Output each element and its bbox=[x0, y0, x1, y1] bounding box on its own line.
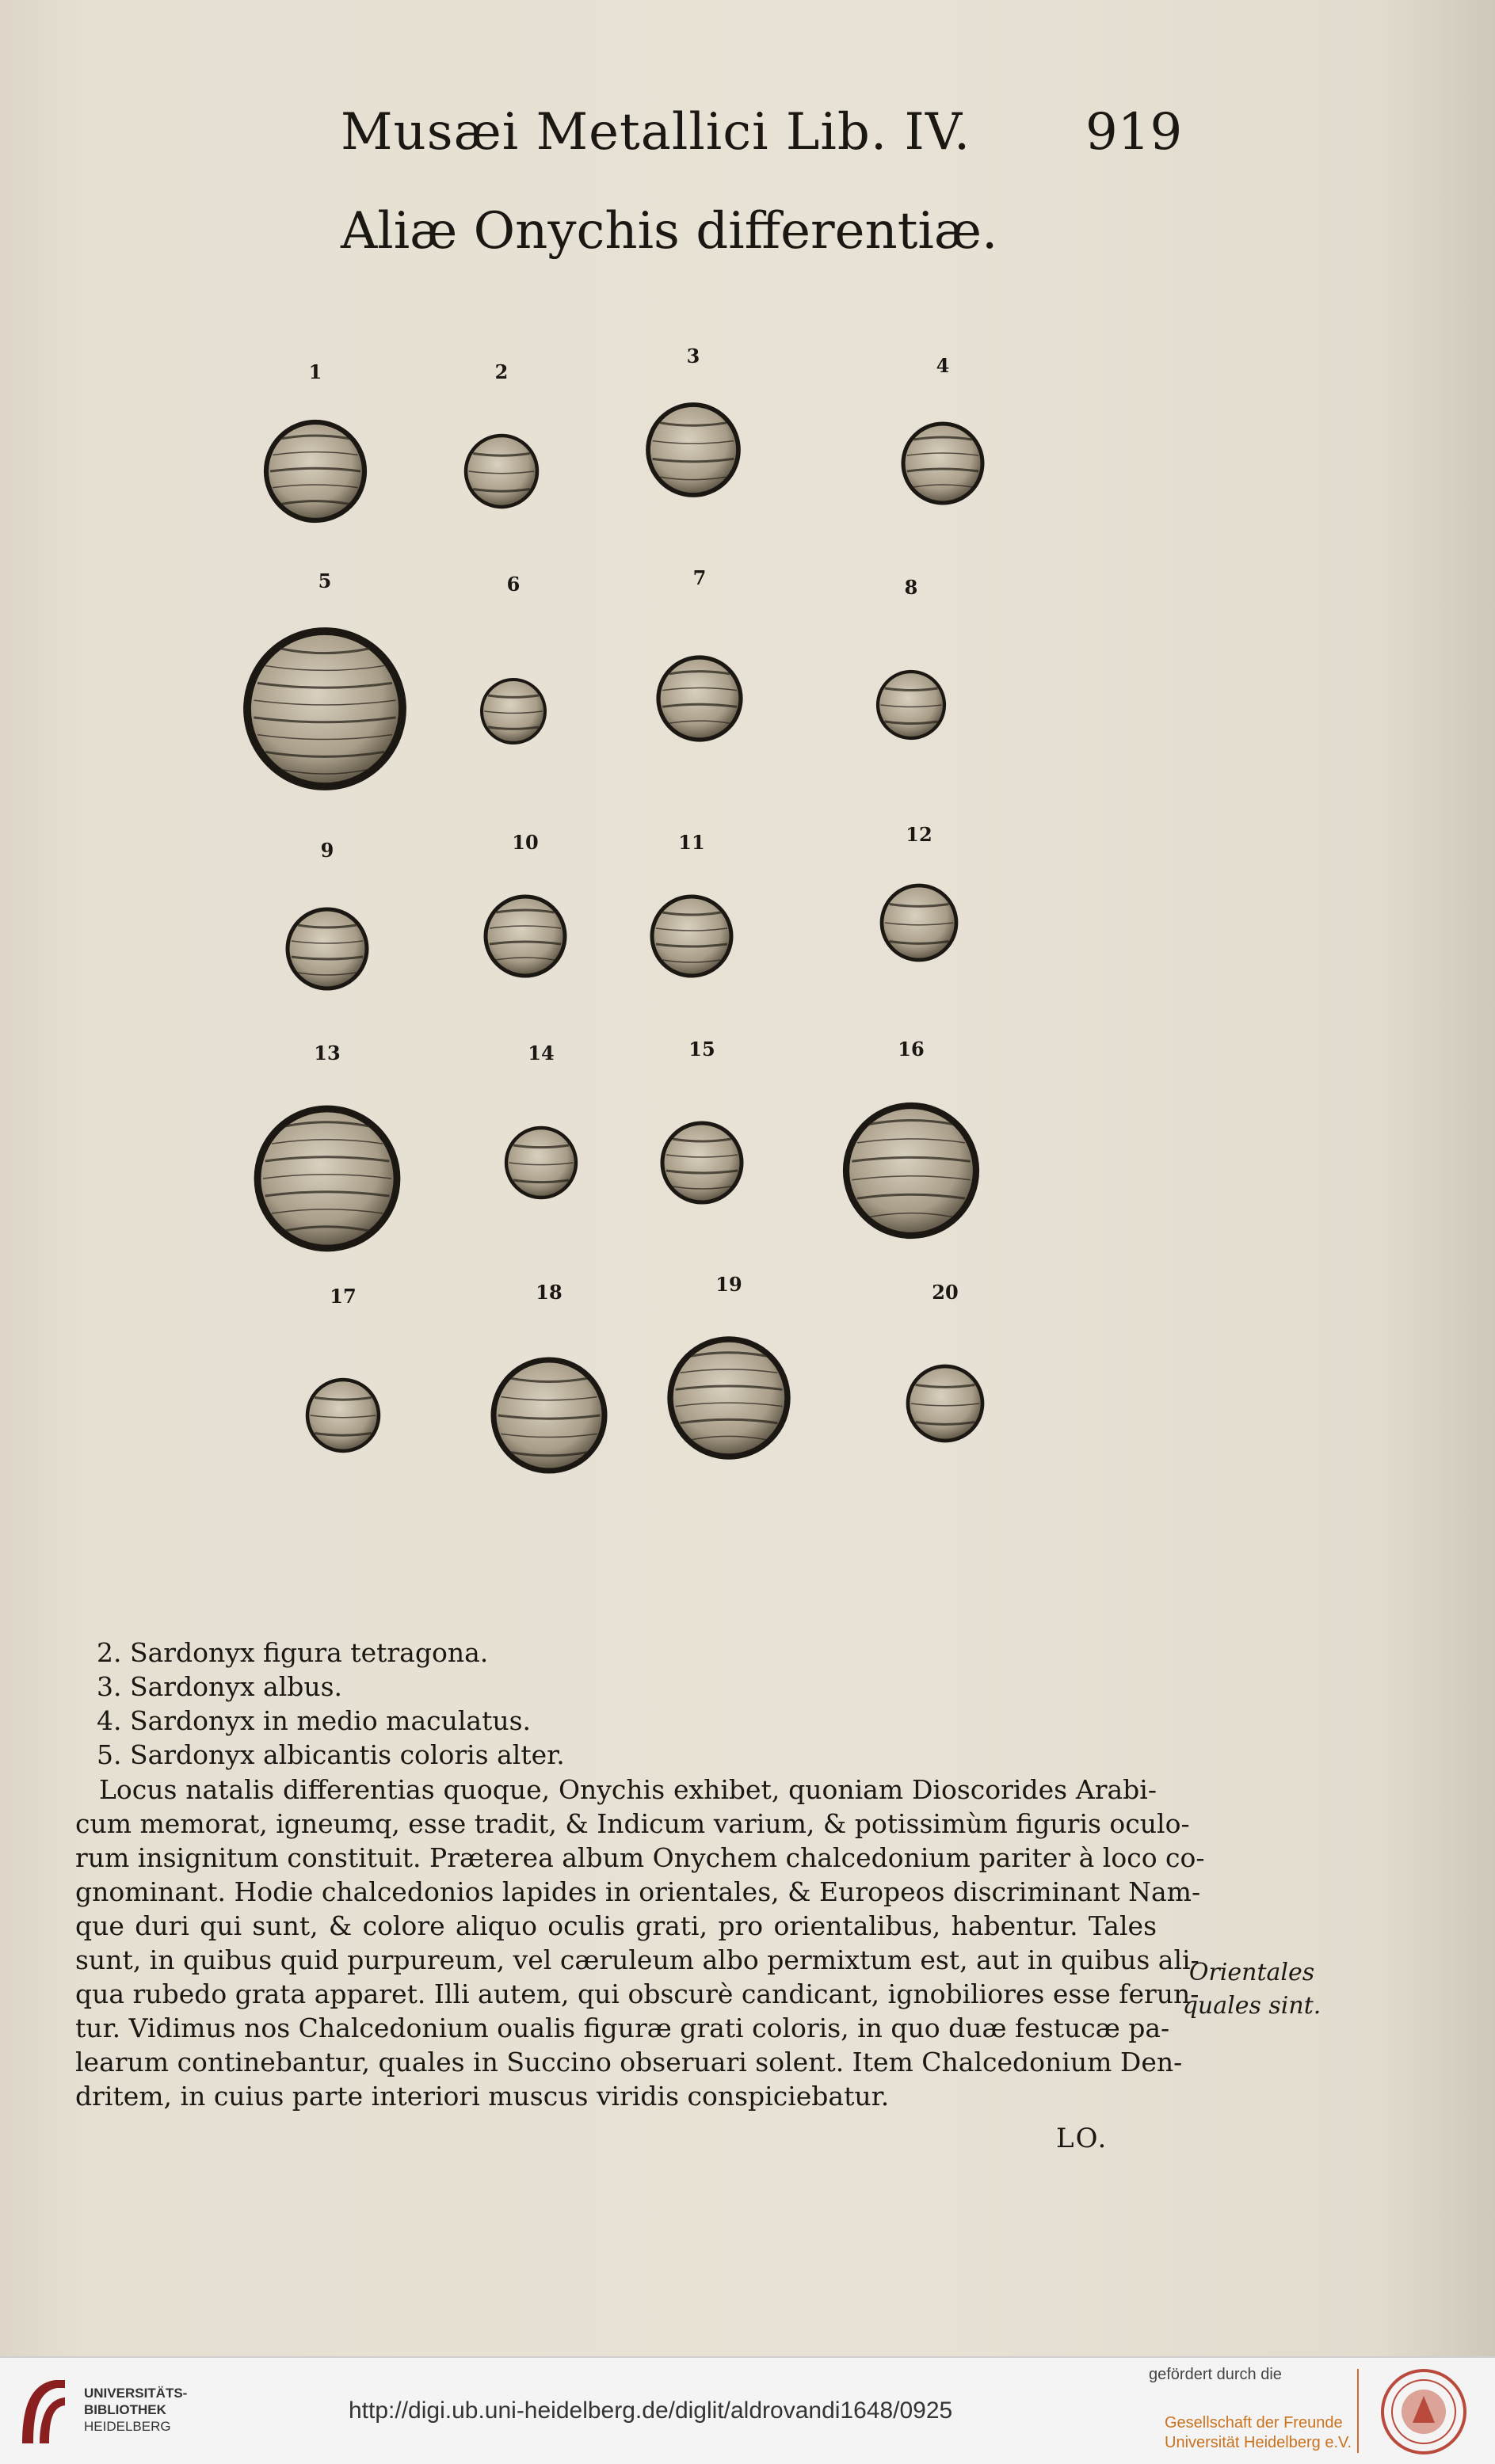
sponsor-name-line: Gesellschaft der Freunde bbox=[1165, 2414, 1343, 2432]
stone-disc bbox=[662, 1123, 742, 1202]
stone-number-label: 8 bbox=[904, 576, 918, 599]
body-line: sunt, in quibus quid purpureum, vel cæruleum albo permixtum est, aut in quibus ali- bbox=[75, 1944, 1199, 1975]
university-library-logo-icon bbox=[16, 2374, 74, 2450]
stone-figure bbox=[878, 576, 944, 738]
stone-disc bbox=[670, 1339, 788, 1457]
stone-figure bbox=[908, 1281, 982, 1441]
stone-number-label: 15 bbox=[688, 1038, 715, 1061]
legend-item-5: 5. Sardonyx albicantis coloris alter. bbox=[97, 1739, 565, 1770]
stone-disc bbox=[288, 909, 367, 988]
sponsor-name-line: Universität Heidelberg e.V. bbox=[1165, 2434, 1352, 2451]
stone-disc bbox=[482, 680, 545, 743]
stone-figure bbox=[648, 345, 738, 495]
stone-number-label: 6 bbox=[506, 573, 521, 596]
stone-figure bbox=[652, 831, 731, 976]
body-line: qua rubedo grata apparet. Illi autem, qui obscurè candicant, ignobiliores esse ferun- bbox=[75, 1978, 1199, 2009]
stone-figure bbox=[670, 1273, 788, 1457]
body-line: que duri qui sunt, & colore aliquo oculis grati, pro orientalibus, habentur. Tales bbox=[75, 1910, 1157, 1941]
stone-number-label: 4 bbox=[936, 354, 950, 377]
footer-divider bbox=[1357, 2369, 1359, 2453]
stone-number-label: 14 bbox=[528, 1042, 555, 1064]
stone-number-label: 11 bbox=[678, 831, 705, 854]
stone-disc bbox=[652, 897, 731, 976]
body-line: rum insignitum constituit. Præterea album Onychem chalcedonium pariter à loco co- bbox=[75, 1842, 1205, 1873]
stone-number-label: 9 bbox=[320, 839, 334, 862]
body-line: tur. Vidimus nos Chalcedonium oualis figuræ grati coloris, in quo duæ festucæ pa- bbox=[75, 2013, 1170, 2043]
catchword: LO. bbox=[1056, 2123, 1108, 2154]
plate-title: Aliæ Onychis differentiæ. bbox=[341, 202, 998, 261]
stone-figure bbox=[486, 831, 565, 976]
stone-figure bbox=[846, 1038, 976, 1236]
legend-item-2: 2. Sardonyx figura tetragona. bbox=[97, 1637, 489, 1668]
body-paragraph bbox=[75, 1773, 1205, 2113]
stone-number-label: 16 bbox=[898, 1038, 925, 1061]
university-seal-icon bbox=[1377, 2367, 1470, 2456]
body-line: cum memorat, igneumq, esse tradit, & Indicum varium, & potissimùm figuris oculo- bbox=[75, 1808, 1190, 1839]
stone-disc bbox=[908, 1366, 982, 1441]
body-line: dritem, in cuius parte interiori muscus viridis conspiciebatur. bbox=[75, 2081, 890, 2112]
stone-number-label: 10 bbox=[512, 831, 539, 854]
stone-number-label: 2 bbox=[494, 360, 509, 383]
stone-disc bbox=[506, 1128, 576, 1198]
stone-figure bbox=[307, 1285, 379, 1451]
stone-figure bbox=[903, 354, 982, 503]
stone-figure bbox=[466, 360, 537, 507]
stone-disc bbox=[846, 1106, 976, 1236]
stone-figure bbox=[247, 569, 402, 786]
body-line: Locus natalis differentias quoque, Onychis exhibet, quoniam Dioscorides Arabi- bbox=[99, 1774, 1157, 1805]
stone-figure bbox=[658, 566, 741, 740]
stone-number-label: 7 bbox=[692, 566, 707, 589]
stone-disc bbox=[466, 436, 537, 507]
stone-figure bbox=[882, 823, 956, 960]
stone-number-label: 17 bbox=[330, 1285, 357, 1308]
library-name bbox=[84, 2385, 187, 2435]
marginal-note-line: quales sint. bbox=[1182, 1992, 1321, 2020]
body-line: learum continebantur, quales in Succino obseruari solent. Item Chalcedonium Den- bbox=[75, 2047, 1183, 2077]
stone-number-label: 20 bbox=[932, 1281, 959, 1304]
page-number: 919 bbox=[1085, 103, 1183, 162]
library-name-line: HEIDELBERG bbox=[84, 2419, 171, 2434]
stone-disc bbox=[247, 631, 402, 786]
library-name-line: BIBLIOTHEK bbox=[84, 2402, 166, 2417]
stone-figure bbox=[494, 1281, 604, 1471]
sponsor-name bbox=[1165, 2413, 1352, 2453]
marginal-note-line: Orientales bbox=[1188, 1959, 1315, 1986]
body-line: gnominant. Hodie chalcedonios lapides in orientales, & Europeos discriminant Nam- bbox=[75, 1876, 1201, 1907]
stone-disc bbox=[658, 657, 741, 740]
legend-item-3: 3. Sardonyx albus. bbox=[97, 1671, 343, 1702]
stone-number-label: 5 bbox=[318, 569, 332, 592]
stone-disc bbox=[903, 424, 982, 503]
stone-number-label: 1 bbox=[308, 360, 322, 383]
stone-disc bbox=[648, 405, 738, 495]
stone-disc bbox=[486, 897, 565, 976]
legend-item-4: 4. Sardonyx in medio maculatus. bbox=[97, 1705, 532, 1736]
stone-disc bbox=[307, 1380, 379, 1451]
stone-number-label: 19 bbox=[715, 1273, 742, 1296]
sponsor-label: gefördert durch die bbox=[1149, 2366, 1282, 2383]
footer-bar bbox=[0, 2356, 1495, 2464]
stone-figure bbox=[257, 1042, 397, 1248]
stone-figure bbox=[506, 1042, 576, 1198]
stone-disc bbox=[882, 885, 956, 960]
stone-number-label: 18 bbox=[536, 1281, 563, 1304]
stone-number-label: 13 bbox=[314, 1042, 341, 1064]
running-title: Musæi Metallici Lib. IV. bbox=[341, 103, 971, 162]
stone-figure bbox=[482, 573, 545, 743]
stone-figure bbox=[266, 360, 364, 520]
stone-disc bbox=[266, 422, 364, 520]
library-name-line: UNIVERSITÄTS- bbox=[84, 2386, 188, 2401]
stone-disc bbox=[878, 672, 944, 738]
stone-figure bbox=[288, 839, 367, 988]
marginal-note bbox=[1180, 1956, 1323, 2023]
stone-number-label: 3 bbox=[686, 345, 700, 368]
permalink-url[interactable]: http://digi.ub.uni-heidelberg.de/diglit/aldrovandi1648/0925 bbox=[349, 2397, 953, 2424]
stone-number-label: 12 bbox=[906, 823, 932, 846]
stone-figure bbox=[662, 1038, 742, 1202]
stone-disc bbox=[494, 1360, 604, 1471]
legend bbox=[97, 1636, 1158, 1772]
